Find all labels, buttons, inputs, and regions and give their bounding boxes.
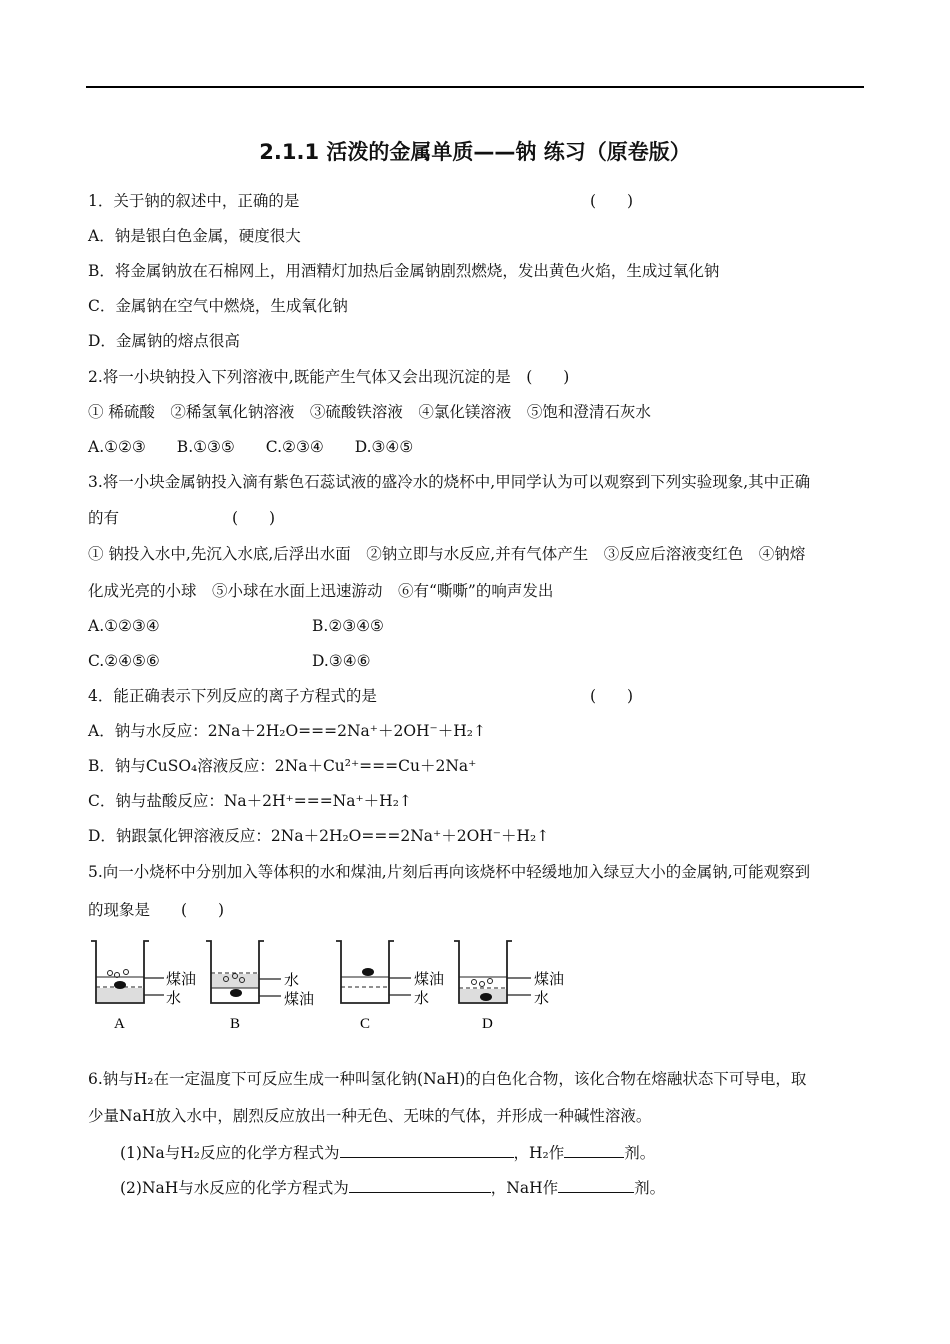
q6-part2-role-prompt: ，NaH作 bbox=[490, 1179, 559, 1197]
q1-option-a: A．钠是银白色金属，硬度很大 bbox=[88, 227, 301, 245]
beaker-d-caption: D bbox=[482, 1016, 493, 1032]
q1-stem: 1．关于钠的叙述中，正确的是 bbox=[88, 192, 300, 210]
q4-answer-paren: ( ) bbox=[590, 687, 634, 705]
q3-items-line2: 化成光亮的小球 ⑤小球在水面上迅速游动 ⑥有“嘶嘶”的响声发出 bbox=[88, 582, 554, 600]
q3-stem-line1: 3.将一小块金属钠投入滴有紫色石蕊试液的盛冷水的烧杯中,甲同学认为可以观察到下列实验现象,其中正确 bbox=[88, 473, 811, 491]
beaker-d-label-top: 煤油 bbox=[534, 972, 565, 988]
beaker-a-caption: A bbox=[114, 1016, 125, 1032]
beaker-a-label-bottom: 水 bbox=[166, 991, 182, 1007]
q6-stem-line1: 6.钠与H₂在一定温度下可反应生成一种叫氢化钠(NaH)的白色化合物，该化合物在熔融状态下可导电，取 bbox=[88, 1070, 807, 1088]
q3-stem-line2: 的有 bbox=[88, 509, 120, 527]
q6-part2-equation-blank[interactable] bbox=[349, 1177, 491, 1193]
header-rule bbox=[86, 86, 864, 88]
q6-stem-line2: 少量NaH放入水中，剧烈反应放出一种无色、无味的气体，并形成一种碱性溶液。 bbox=[88, 1107, 652, 1125]
beaker-a-bubble bbox=[124, 970, 129, 975]
beaker-c-label-top: 煤油 bbox=[414, 972, 445, 988]
beaker-b-water bbox=[212, 974, 258, 988]
q4-option-c: C．钠与盐酸反应：Na＋2H⁺===Na⁺＋H₂↑ bbox=[88, 792, 412, 810]
beaker-d bbox=[454, 941, 564, 1032]
q1-option-c: C．金属钠在空气中燃烧，生成氧化钠 bbox=[88, 297, 348, 315]
beaker-c-label-bottom: 水 bbox=[414, 991, 430, 1007]
q6-part2 bbox=[120, 1177, 665, 1198]
beaker-a-sodium bbox=[114, 981, 126, 989]
beaker-d-label-bottom: 水 bbox=[534, 991, 550, 1007]
beaker-c-caption: C bbox=[360, 1016, 371, 1032]
q2-items: ① 稀硫酸 ②稀氢氧化钠溶液 ③硫酸铁溶液 ④氯化镁溶液 ⑤饱和澄清石灰水 bbox=[88, 403, 651, 421]
q1-option-d: D．金属钠的熔点很高 bbox=[88, 332, 240, 350]
q6-part2-suffix: 剂。 bbox=[634, 1179, 666, 1197]
beaker-b-caption: B bbox=[230, 1016, 241, 1032]
q4-option-a: A．钠与水反应：2Na＋2H₂O===2Na⁺＋2OH⁻＋H₂↑ bbox=[88, 722, 486, 740]
beaker-b-label-bottom: 煤油 bbox=[284, 992, 315, 1008]
beaker-b-sodium bbox=[230, 989, 242, 997]
beaker-figure bbox=[86, 935, 586, 1035]
beaker-a-bubble bbox=[108, 971, 113, 976]
beaker-d-bubble bbox=[480, 982, 485, 987]
beaker-d-sodium bbox=[480, 993, 492, 1001]
q4-option-d: D．钠跟氯化钾溶液反应：2Na＋2H₂O===2Na⁺＋2OH⁻＋H₂↑ bbox=[88, 827, 550, 845]
q2-stem: 2.将一小块钠投入下列溶液中,既能产生气体又会出现沉淀的是 ( ) bbox=[88, 368, 570, 386]
q3-answer-paren: ( ) bbox=[232, 509, 276, 527]
q6-part1-equation-blank[interactable] bbox=[340, 1142, 514, 1158]
q3-option-c: C.②④⑤⑥ bbox=[88, 652, 160, 670]
q6-part2-prompt: (2)NaH与水反应的化学方程式为 bbox=[120, 1179, 349, 1197]
beaker-b-label-top: 水 bbox=[284, 973, 300, 989]
q1-answer-paren: ( ) bbox=[590, 192, 634, 210]
beaker-a bbox=[91, 941, 196, 1032]
beaker-c bbox=[336, 941, 444, 1032]
beaker-d-bubble bbox=[488, 979, 493, 984]
q3-items-line1: ① 钠投入水中,先沉入水底,后浮出水面 ②钠立即与水反应,并有气体产生 ③反应后溶液变红色 ④钠熔 bbox=[88, 545, 806, 563]
q6-part1-role-blank[interactable] bbox=[564, 1142, 624, 1158]
q1-option-b: B．将金属钠放在石棉网上，用酒精灯加热后金属钠剧烈燃烧，发出黄色火焰，生成过氧化钠 bbox=[88, 262, 720, 280]
q3-option-a: A.①②③④ bbox=[88, 617, 160, 635]
q6-part1 bbox=[120, 1142, 655, 1163]
q6-part1-prompt: (1)Na与H₂反应的化学方程式为 bbox=[120, 1144, 340, 1162]
beaker-d-bubble bbox=[472, 980, 477, 985]
q6-part1-role-prompt: ，H₂作 bbox=[513, 1144, 565, 1162]
q2-options: A.①②③ B.①③⑤ C.②③④ D.③④⑤ bbox=[88, 438, 414, 456]
q4-stem: 4．能正确表示下列反应的离子方程式的是 bbox=[88, 687, 377, 705]
beaker-a-water bbox=[97, 988, 143, 1002]
q4-option-b: B．钠与CuSO₄溶液反应：2Na＋Cu²⁺===Cu＋2Na⁺ bbox=[88, 757, 477, 775]
beaker-b bbox=[206, 941, 314, 1032]
q5-stem-line2: 的现象是 ( ) bbox=[88, 901, 225, 919]
q6-part1-suffix: 剂。 bbox=[624, 1144, 656, 1162]
page-title: 2.1.1 活泼的金属单质——钠 练习（原卷版） bbox=[259, 140, 691, 164]
q3-option-d: D.③④⑥ bbox=[312, 652, 371, 670]
q6-part2-role-blank[interactable] bbox=[558, 1177, 634, 1193]
q5-stem-line1: 5.向一小烧杯中分别加入等体积的水和煤油,片刻后再向该烧杯中轻缓地加入绿豆大小的金属钠,可能观察到 bbox=[88, 863, 811, 881]
beaker-a-label-top: 煤油 bbox=[166, 972, 197, 988]
q3-option-b: B.②③④⑤ bbox=[312, 617, 384, 635]
beaker-c-sodium bbox=[362, 968, 374, 976]
